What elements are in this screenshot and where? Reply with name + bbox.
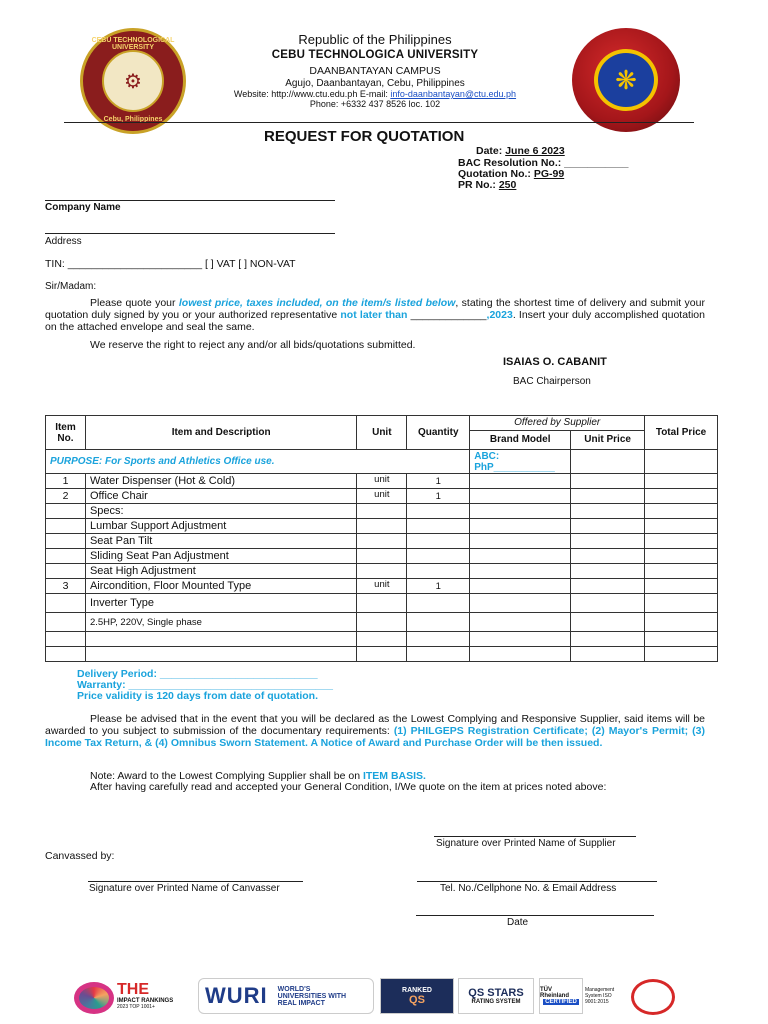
item-qty-cell [407,647,470,662]
unit-price-cell[interactable] [571,613,645,632]
seal-text: CEBU TECHNOLOGICAL UNIVERSITY [91,37,175,51]
col-header-unit: Unit [357,416,407,450]
bac-chair-name: ISAIAS O. CABANIT [503,356,607,368]
bac-chair-title: BAC Chairperson [513,376,591,387]
item-no-cell [46,549,86,564]
website-line [190,89,560,99]
item-desc-cell: 2.5HP, 220V, Single phase [85,613,356,632]
total-price-cell[interactable] [645,579,718,594]
purpose-total-cell[interactable] [645,450,718,474]
total-price-cell[interactable] [645,564,718,579]
advice-requirements: (1) PHILGEPS Registration Certificate; (2) Mayor's Permit; (3) Income Tax Return, & (4) Omnibus Sworn Statement. A Notice of Award and Purchase Order will be then issued. [45,725,705,749]
brand-model-cell[interactable] [470,594,571,613]
item-unit-cell [357,549,407,564]
col-header-offered: Offered by Supplier [470,416,645,431]
republic-line: Republic of the Philippines [298,32,452,47]
total-price-cell[interactable] [645,549,718,564]
item-no-cell [46,647,86,662]
item-qty-cell [407,549,470,564]
item-no-cell [46,534,86,549]
col-header-qty: Quantity [407,416,470,450]
col-header-item: Item No. [46,416,86,450]
date-signature-line[interactable] [416,915,654,916]
qs-ranked-logo [380,978,454,1014]
pr-value: 250 [498,179,517,191]
brand-model-cell[interactable] [470,613,571,632]
date-signature-label: Date [507,917,529,928]
item-unit-cell [357,504,407,519]
item-no-cell: 3 [46,579,86,594]
p1-highlight-lowest-price: lowest price, taxes included, on the item/s listed below [178,297,456,309]
asean-logo [572,28,680,132]
wuri-tagline: WORLD'S UNIVERSITIES WITH REAL IMPACT [277,985,347,1007]
p1-text-e: _____________ [407,309,487,321]
item-qty-cell [407,519,470,534]
total-price-cell[interactable] [645,632,718,647]
bac-label: BAC Resolution No.: [458,157,565,169]
total-price-cell[interactable] [645,519,718,534]
purpose-row [46,450,718,474]
table-row [46,549,718,564]
contact-line[interactable] [417,881,657,882]
stars-text: QS STARS [468,987,524,999]
p1-text-g: . Insert your duly accomplished quotation on the attached envelope and seal the same. [45,309,705,333]
ranked-text: RANKED [402,986,432,994]
item-no-cell [46,613,86,632]
item-unit-cell: unit [357,579,407,594]
tuv-logo [539,978,583,1014]
item-qty-cell [407,534,470,549]
col-header-brand: Brand Model [470,430,571,449]
campus-address: Agujo, Daanbantayan, Cebu, Philippines [285,78,465,89]
reserve-right-text: We reserve the right to reject any and/or all bids/quotations submitted. [90,339,416,351]
company-name-line[interactable] [45,200,335,201]
table-row [46,632,718,647]
item-desc-cell: Office Chair [85,489,356,504]
item-desc-cell: Seat High Adjustment [85,564,356,579]
item-unit-cell: unit [357,474,407,489]
bac-value: ___________ [564,157,629,169]
unit-price-cell[interactable] [571,594,645,613]
item-desc-cell: Water Dispenser (Hot & Cold) [85,474,356,489]
table-row [46,519,718,534]
unit-price-cell[interactable] [571,647,645,662]
the-impact-logo [114,978,192,1014]
item-no-cell: 2 [46,489,86,504]
salutation: Sir/Madam: [45,281,97,292]
col-header-price: Unit Price [571,430,645,449]
abc-php: PhP___________ [474,461,555,473]
item-desc-cell: Lumbar Support Adjustment [85,519,356,534]
table-row [46,474,718,489]
delivery-period: Delivery Period: ___________________________ [77,668,318,680]
item-qty-cell [407,632,470,647]
col-header-desc: Item and Description [85,416,356,450]
purpose-cell [46,450,470,474]
campus-name: DAANBANTAYAN CAMPUS [309,65,441,77]
item-qty-cell: 1 [407,474,470,489]
award-note-basis: ITEM BASIS. [362,770,426,782]
table-row [46,534,718,549]
brand-model-cell[interactable] [470,504,571,519]
item-unit-cell [357,564,407,579]
table-row [46,564,718,579]
email-link[interactable]: info-daanbantayan@ctu.edu.ph [390,89,517,99]
total-price-cell[interactable] [645,489,718,504]
table-row [46,489,718,504]
unit-price-cell[interactable] [571,579,645,594]
canvasser-signature-label: Signature over Printed Name of Canvasser [89,883,280,894]
item-no-cell [46,504,86,519]
tuv-sub: CERTIFIED [545,999,577,1005]
brand-model-cell[interactable] [470,474,571,489]
unit-price-cell[interactable] [571,549,645,564]
the-logo-text: THE [117,981,149,998]
unit-price-cell[interactable] [571,534,645,549]
unit-price-cell[interactable] [571,504,645,519]
item-desc-cell: Inverter Type [85,594,356,613]
item-desc-cell: Seat Pan Tilt [85,534,356,549]
item-qty-cell: 1 [407,579,470,594]
item-unit-cell [357,647,407,662]
abc-label: ABC: [474,450,500,462]
tin-vat-line: TIN: _______________________ [ ] VAT [ ] NON-VAT [45,258,296,270]
brand-model-cell[interactable] [470,579,571,594]
pr-label: PR No.: [458,179,499,191]
p1-text-c: , stating the shortest time of delivery and submit your quotation duly signed by you or your authorized representative [45,297,705,321]
item-no-cell [46,632,86,647]
table-row [46,579,718,594]
brand-model-cell[interactable] [470,549,571,564]
total-price-cell[interactable] [645,504,718,519]
phone-line: Phone: +6332 437 8526 loc. 102 [309,99,441,109]
item-qty-cell [407,613,470,632]
brand-model-cell[interactable] [470,519,571,534]
total-price-cell[interactable] [645,594,718,613]
item-desc-cell: Aircondition, Floor Mounted Type [85,579,356,594]
item-unit-cell [357,594,407,613]
brand-model-cell[interactable] [470,647,571,662]
stars-sub: RATING SYSTEM [471,999,521,1005]
unit-price-cell[interactable] [571,632,645,647]
table-row [46,504,718,519]
table-header-row [46,416,718,431]
company-name-label: Company Name [45,202,121,213]
acceptance-text: After having carefully read and accepted your General Condition, I/We quote on the item at prices noted above: [90,781,607,793]
abc-cell[interactable] [470,450,571,474]
campus-seal-logo [631,979,675,1015]
quotation-table [45,415,718,662]
brand-model-cell[interactable] [470,564,571,579]
rice-stalks-icon: ❋ [594,49,658,111]
advice-text: Please be advised that in the event that you will be declared as the Lowest Complying and Responsive Supplier, said items will be awarded to you subject to submission of the documentary requirements: [45,713,705,737]
supplier-signature-label: Signature over Printed Name of Supplier [436,838,616,849]
item-qty-cell: 1 [407,489,470,504]
table-row [46,613,718,632]
p1-highlight-deadline: not later than [340,309,408,321]
advice-paragraph [45,713,705,749]
brand-model-cell[interactable] [470,632,571,647]
price-validity: Price validity is 120 days from date of quotation. [77,690,318,702]
brand-model-cell[interactable] [470,534,571,549]
total-price-cell[interactable] [645,534,718,549]
item-desc-cell: Sliding Seat Pan Adjustment [85,549,356,564]
p1-highlight-year: ,2023 [486,309,513,321]
item-unit-cell [357,519,407,534]
seal-subtext: Cebu, Philippines [103,116,163,123]
supplier-signature-line[interactable] [434,836,636,837]
p1-text-a: Please quote your [90,297,179,309]
iso-cert-text: Management System ISO 9001:2015 [585,987,615,1005]
item-no-cell [46,564,86,579]
canvassed-by-label: Canvassed by: [45,850,115,862]
quotation-label: Quotation No.: [458,168,534,180]
item-unit-cell: unit [357,489,407,504]
website-text: Website: http://www.ctu.edu.ph E-mail: [233,89,391,99]
contact-label: Tel. No./Cellphone No. & Email Address [440,883,617,894]
ctu-seal-logo [80,28,186,134]
item-no-cell: 1 [46,474,86,489]
item-unit-cell [357,534,407,549]
quotation-value: PG-99 [533,168,565,180]
warranty: Warranty: ___________________________________ [77,679,333,691]
item-desc-cell: Specs: [85,504,356,519]
sdg-wheel-logo [74,982,114,1014]
the-logo-small: 2023 TOP 1001+ [117,1004,155,1010]
item-no-cell [46,594,86,613]
wuri-text: WURI [205,983,268,1008]
university-name: CEBU TECHNOLOGICA UNIVERSITY [271,49,479,61]
qs-text: QS [409,993,425,1006]
header-divider [64,122,694,123]
unit-price-cell[interactable] [571,564,645,579]
address-label: Address [45,236,82,247]
pr-line [458,179,516,191]
item-qty-cell [407,564,470,579]
purpose-text: PURPOSE: For Sports and Athletics Office use. [50,456,275,467]
award-note-text: Note: Award to the Lowest Complying Supplier shall be on [90,770,363,782]
instructions-paragraph [45,297,705,333]
tuv-text: TÜV Rheinland [540,987,570,999]
document-title: REQUEST FOR QUOTATION [264,128,465,145]
total-price-cell[interactable] [645,613,718,632]
item-qty-cell [407,594,470,613]
wuri-logo [198,978,374,1014]
item-desc-cell [85,632,356,647]
canvasser-signature-line[interactable] [88,881,303,882]
date-value: June 6 2023 [505,145,565,157]
item-desc-cell [85,647,356,662]
total-price-cell[interactable] [645,474,718,489]
seal-emblem-icon: ⚙ [102,50,164,112]
item-qty-cell [407,504,470,519]
col-header-total: Total Price [645,416,718,450]
item-unit-cell [357,613,407,632]
unit-price-cell[interactable] [571,519,645,534]
table-row [46,647,718,662]
address-line[interactable] [45,233,335,234]
unit-price-cell[interactable] [571,474,645,489]
unit-price-cell[interactable] [571,489,645,504]
purpose-price-cell[interactable] [571,450,645,474]
qs-stars-logo [458,978,534,1014]
item-unit-cell [357,632,407,647]
date-line [458,145,565,157]
the-logo-sub: IMPACT RANKINGS [117,998,174,1004]
table-row [46,594,718,613]
brand-model-cell[interactable] [470,489,571,504]
date-label: Date: [476,145,506,157]
total-price-cell[interactable] [645,647,718,662]
item-no-cell [46,519,86,534]
